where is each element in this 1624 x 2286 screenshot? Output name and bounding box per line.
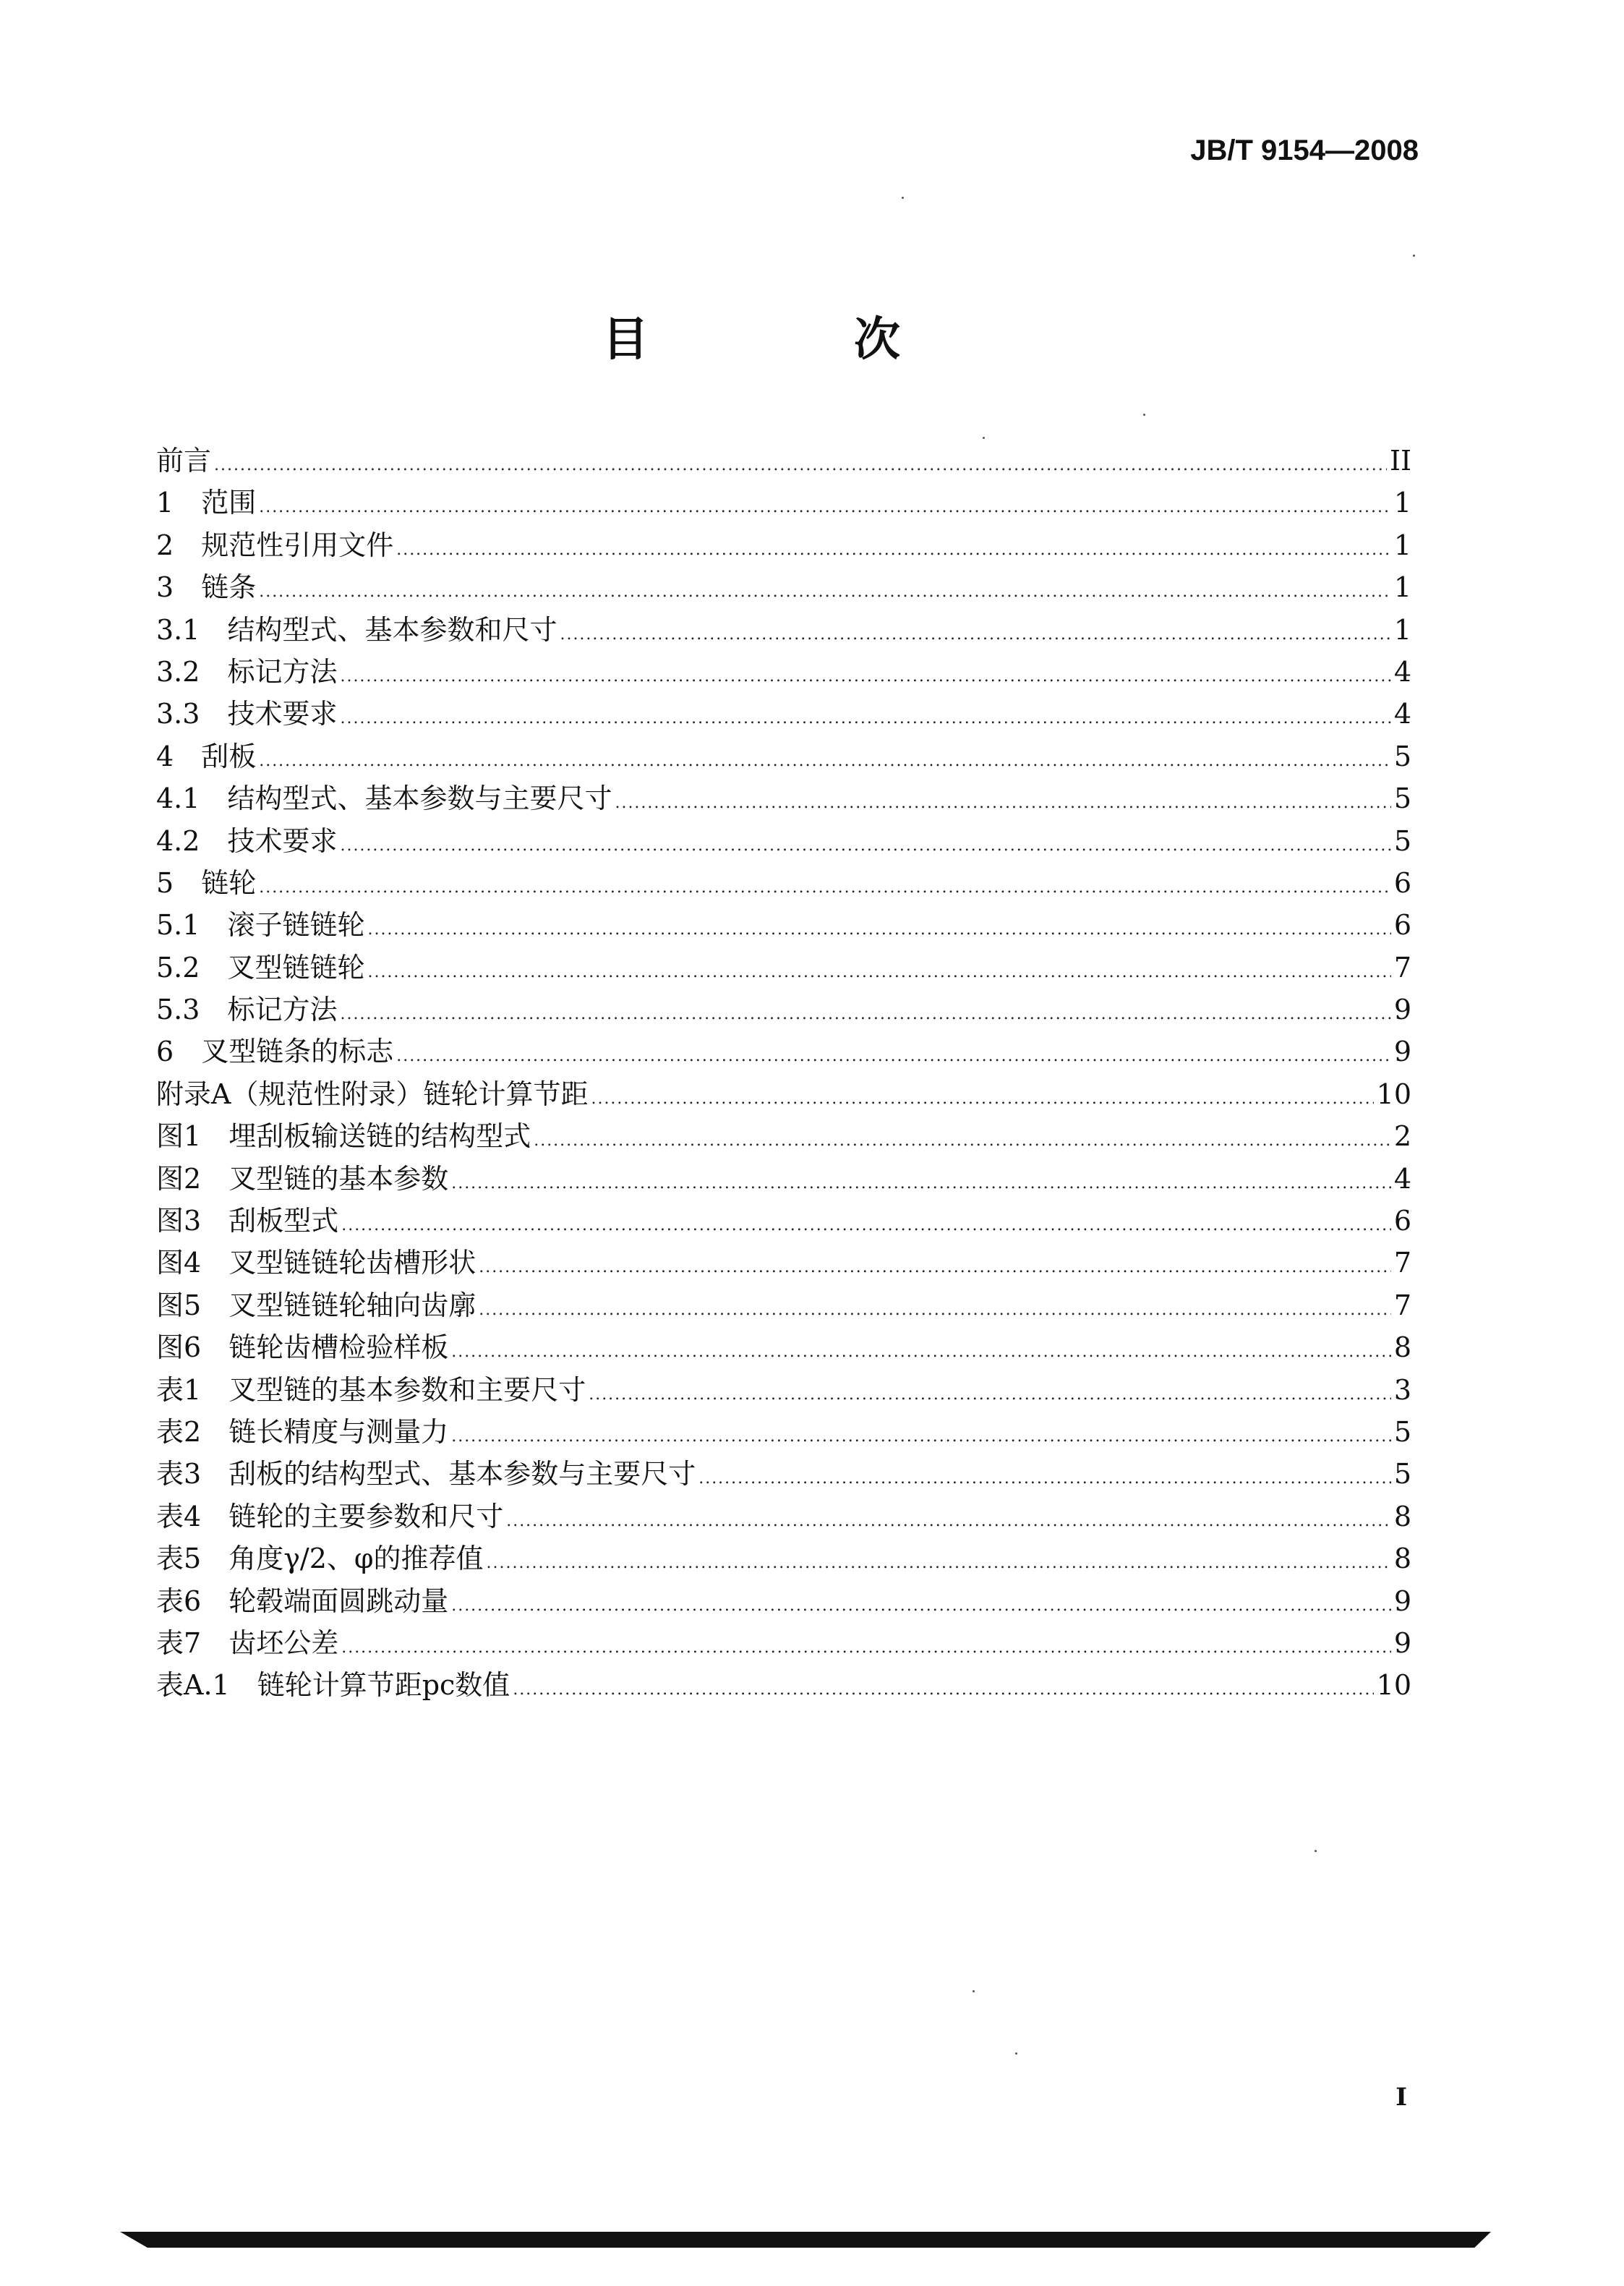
toc-entry-number: 表7	[156, 1626, 229, 1659]
toc-leader-dots	[451, 1585, 1391, 1627]
toc-leader-dots	[259, 741, 1391, 782]
toc-leader-dots	[340, 825, 1390, 867]
toc-entry-page: 4	[1393, 655, 1411, 688]
toc-leader-dots	[341, 1205, 1391, 1247]
toc-entry-page: 5	[1393, 740, 1411, 772]
toc-entry-page: II	[1389, 445, 1411, 477]
toc-entry[interactable]	[156, 1200, 1411, 1242]
toc-entry-page: 7	[1393, 1289, 1411, 1321]
toc-leader-dots	[340, 656, 1390, 698]
toc-entry-title: 刮板的结构型式、基本参数与主要尺寸	[228, 1458, 696, 1490]
page-title: 目 次	[602, 313, 980, 367]
toc-entry-page: 10	[1376, 1669, 1411, 1702]
toc-entry[interactable]	[156, 777, 1411, 819]
toc-entry-title: 角度γ/2、φ的推荐值	[228, 1543, 484, 1575]
toc-entry[interactable]	[156, 566, 1411, 608]
toc-entry-page: 10	[1376, 1078, 1411, 1110]
toc-entry[interactable]	[156, 651, 1411, 693]
toc-entry-number: 6	[156, 1036, 202, 1068]
toc-entry-number: 表4	[156, 1500, 229, 1532]
toc-entry-number: 图4	[156, 1247, 229, 1279]
toc-leader-dots	[214, 445, 1387, 487]
toc-entry-title: 叉型链的基本参数	[228, 1162, 449, 1195]
toc-leader-dots	[615, 782, 1390, 824]
toc-leader-dots	[479, 1289, 1391, 1331]
toc-entry-page: 1	[1393, 529, 1411, 561]
toc-entry-page: 6	[1393, 866, 1411, 899]
toc-leader-dots	[451, 1331, 1391, 1373]
toc-entry-number: 5	[156, 866, 202, 899]
toc-entry[interactable]	[156, 1580, 1411, 1622]
toc-entry-page: 9	[1393, 994, 1411, 1026]
toc-entry-title: 叉型链链轮轴向齿廓	[228, 1289, 476, 1321]
toc-entry-page: 5	[1393, 1458, 1411, 1490]
toc-leader-dots	[487, 1543, 1391, 1585]
toc-leader-dots	[513, 1669, 1373, 1711]
toc-entry-number: 图5	[156, 1289, 229, 1321]
toc-entry-number: 表A.1	[156, 1669, 257, 1702]
toc-entry[interactable]	[156, 1158, 1411, 1200]
toc-entry-number: 2	[156, 529, 202, 561]
toc-leader-dots	[534, 1120, 1391, 1162]
toc-entry-page: 1	[1393, 613, 1411, 646]
toc-entry-number: 4.1	[156, 782, 228, 815]
toc-entry[interactable]	[156, 693, 1411, 735]
page-number: I	[1396, 2083, 1407, 2112]
toc-leader-dots	[367, 909, 1390, 951]
toc-entry-title: 刮板型式	[228, 1205, 339, 1237]
toc-entry[interactable]	[156, 735, 1411, 777]
toc-entry-page: 7	[1393, 951, 1411, 984]
toc-leader-dots	[259, 487, 1391, 529]
toc-entry-page: 9	[1393, 1626, 1411, 1659]
toc-leader-dots	[589, 1374, 1391, 1416]
toc-entry-page: 2	[1393, 1120, 1411, 1153]
toc-entry-number: 3	[156, 571, 202, 604]
toc-entry-number: 图1	[156, 1120, 229, 1153]
table-of-contents	[156, 440, 1411, 1707]
toc-entry-page: 9	[1393, 1585, 1411, 1617]
toc-entry-page: 8	[1393, 1500, 1411, 1532]
toc-entry[interactable]	[156, 1073, 1411, 1115]
toc-entry-title: 附录A（规范性附录）链轮计算节距	[156, 1078, 589, 1110]
toc-entry[interactable]	[156, 440, 1411, 482]
toc-entry-title: 叉型链条的标志	[201, 1036, 394, 1068]
toc-entry-number: 5.2	[156, 951, 228, 984]
toc-entry-title: 结构型式、基本参数和尺寸	[227, 613, 557, 646]
toc-entry[interactable]	[156, 1115, 1411, 1157]
toc-entry[interactable]	[156, 1242, 1411, 1284]
toc-entry-number: 表6	[156, 1585, 229, 1617]
toc-entry[interactable]	[156, 989, 1411, 1031]
toc-entry-page: 8	[1393, 1543, 1411, 1575]
scan-speck	[1015, 2052, 1017, 2055]
toc-entry-page: 3	[1393, 1373, 1411, 1406]
toc-entry[interactable]	[156, 1622, 1411, 1664]
toc-entry-number: 5.3	[156, 994, 228, 1026]
toc-entry[interactable]	[156, 482, 1411, 524]
toc-entry-page: 6	[1393, 1205, 1411, 1237]
toc-leader-dots	[341, 1627, 1391, 1669]
toc-leader-dots	[340, 698, 1390, 740]
toc-entry-title: 链轮的主要参数和尺寸	[228, 1500, 504, 1532]
toc-entry-title: 标记方法	[227, 994, 338, 1026]
toc-entry-title: 刮板	[201, 740, 257, 772]
toc-entry[interactable]	[156, 609, 1411, 651]
toc-entry-title: 叉型链链轮齿槽形状	[228, 1247, 476, 1279]
toc-entry-number: 表2	[156, 1415, 229, 1448]
toc-entry-page: 8	[1393, 1331, 1411, 1364]
toc-entry-number: 图2	[156, 1162, 229, 1195]
toc-entry-title: 结构型式、基本参数与主要尺寸	[227, 782, 612, 815]
toc-entry-title: 标记方法	[227, 655, 338, 688]
toc-leader-dots	[451, 1416, 1391, 1458]
toc-leader-dots	[396, 1036, 1391, 1078]
toc-entry-title: 技术要求	[227, 824, 338, 857]
toc-entry-page: 1	[1393, 487, 1411, 519]
toc-entry-page: 5	[1393, 1415, 1411, 1448]
toc-entry[interactable]	[156, 1411, 1411, 1453]
scan-speck	[1143, 414, 1145, 416]
scan-speck	[902, 197, 904, 199]
toc-entry[interactable]	[156, 1664, 1411, 1706]
toc-entry-title: 链长精度与测量力	[228, 1415, 449, 1448]
toc-entry-title: 齿坯公差	[228, 1626, 339, 1659]
toc-entry-page: 1	[1393, 571, 1411, 604]
toc-leader-dots	[479, 1247, 1391, 1289]
toc-entry-page: 6	[1393, 909, 1411, 942]
scan-speck	[1413, 255, 1415, 257]
toc-entry[interactable]	[156, 1537, 1411, 1579]
toc-entry-title: 范围	[201, 487, 257, 519]
toc-entry[interactable]	[156, 1496, 1411, 1537]
toc-entry-title: 链轮计算节距pc数值	[257, 1669, 510, 1702]
toc-entry-title: 叉型链的基本参数和主要尺寸	[228, 1373, 586, 1406]
toc-entry-number: 3.3	[156, 698, 228, 730]
toc-entry-number: 表1	[156, 1373, 229, 1406]
toc-leader-dots	[591, 1078, 1373, 1120]
toc-entry[interactable]	[156, 1284, 1411, 1326]
toc-entry-page: 7	[1393, 1247, 1411, 1279]
toc-leader-dots	[396, 529, 1391, 571]
scan-speck	[1315, 1850, 1317, 1852]
toc-entry[interactable]	[156, 904, 1411, 946]
standard-code: JB/T 9154—2008	[1190, 135, 1419, 166]
scan-speck	[973, 1990, 975, 1992]
toc-leader-dots	[259, 867, 1391, 909]
scan-speck	[983, 437, 985, 439]
toc-entry-number: 3.1	[156, 613, 228, 646]
toc-leader-dots	[367, 952, 1390, 994]
toc-entry-page: 9	[1393, 1036, 1411, 1068]
toc-entry-page: 5	[1393, 824, 1411, 857]
toc-entry[interactable]	[156, 524, 1411, 566]
toc-entry-page: 5	[1393, 782, 1411, 815]
toc-entry-number: 图6	[156, 1331, 229, 1364]
toc-entry-title: 链轮	[201, 866, 257, 899]
toc-leader-dots	[560, 614, 1390, 656]
toc-entry[interactable]	[156, 1453, 1411, 1495]
toc-entry-title: 链条	[201, 571, 257, 604]
toc-entry-page: 4	[1393, 698, 1411, 730]
toc-entry[interactable]	[156, 947, 1411, 989]
toc-entry-title: 埋刮板输送链的结构型式	[228, 1120, 531, 1153]
toc-entry-number: 5.1	[156, 909, 228, 942]
toc-entry-number: 表3	[156, 1458, 229, 1490]
toc-entry-number: 表5	[156, 1543, 229, 1575]
toc-entry-number: 1	[156, 487, 202, 519]
toc-entry[interactable]	[156, 820, 1411, 862]
toc-entry-title: 轮毂端面圆跳动量	[228, 1585, 449, 1617]
toc-entry-title: 技术要求	[227, 698, 338, 730]
toc-entry-number: 3.2	[156, 655, 228, 688]
toc-entry-title: 叉型链链轮	[227, 951, 365, 984]
toc-entry[interactable]	[156, 1326, 1411, 1368]
bottom-rule	[120, 2232, 1491, 2248]
toc-entry-title: 链轮齿槽检验样板	[228, 1331, 449, 1364]
toc-leader-dots	[698, 1458, 1391, 1500]
toc-entry-number: 4	[156, 740, 202, 772]
toc-leader-dots	[259, 571, 1391, 613]
toc-entry[interactable]	[156, 1369, 1411, 1411]
toc-entry-title: 滚子链链轮	[227, 909, 365, 942]
toc-leader-dots	[451, 1163, 1391, 1205]
toc-entry-number: 图3	[156, 1205, 229, 1237]
toc-entry-number: 4.2	[156, 824, 228, 857]
toc-leader-dots	[506, 1501, 1391, 1543]
toc-leader-dots	[340, 994, 1390, 1036]
toc-entry[interactable]	[156, 1031, 1411, 1072]
toc-entry-title: 前言	[156, 445, 212, 477]
toc-entry-page: 4	[1393, 1162, 1411, 1195]
toc-entry[interactable]	[156, 862, 1411, 904]
toc-entry-title: 规范性引用文件	[201, 529, 394, 561]
